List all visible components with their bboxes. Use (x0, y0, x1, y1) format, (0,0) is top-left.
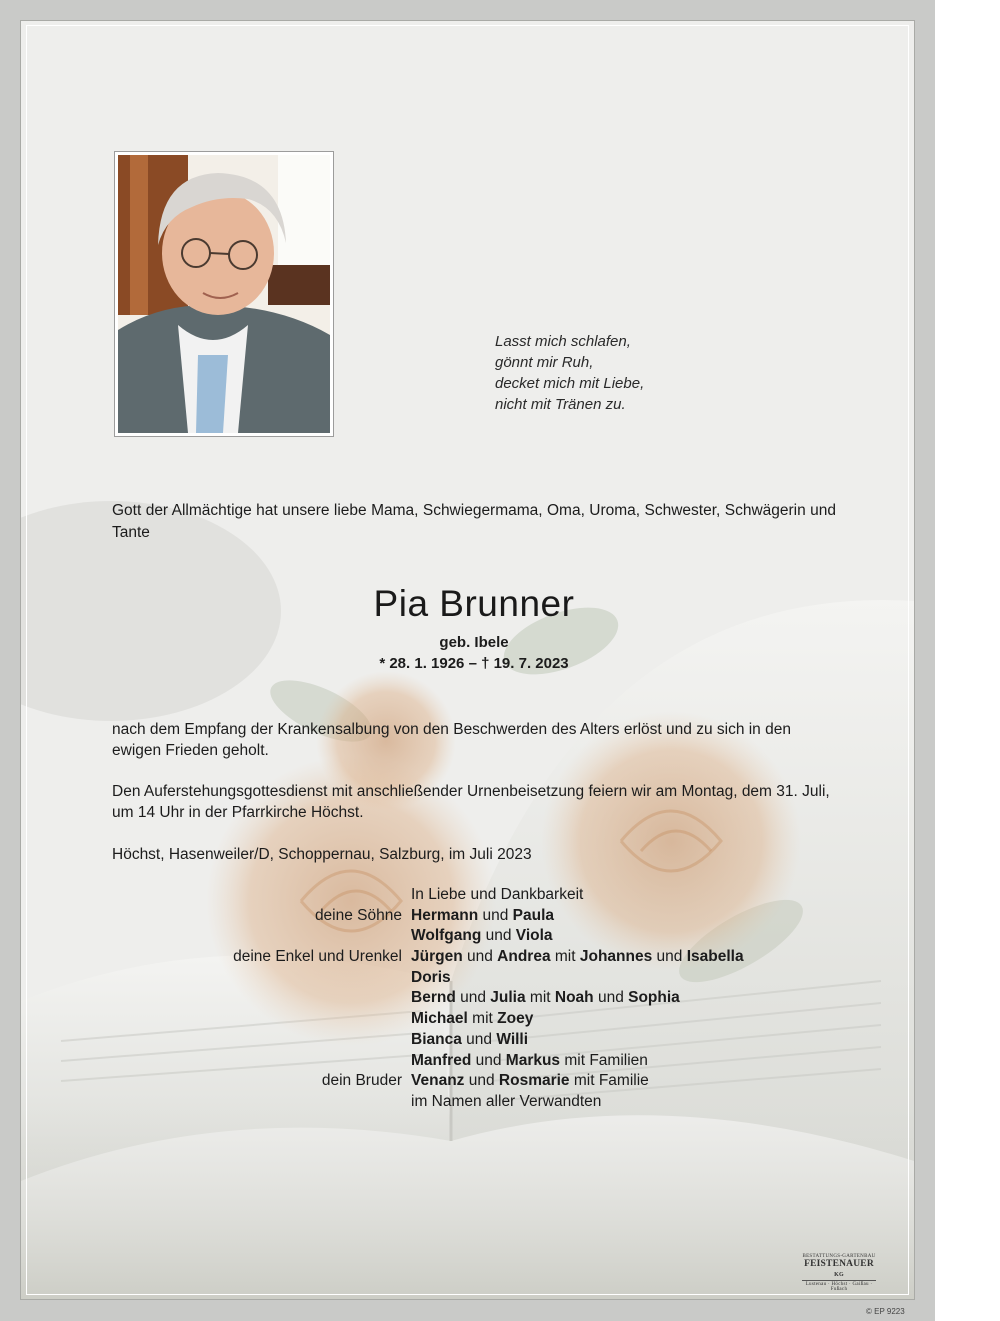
logo-divider (802, 1280, 876, 1281)
mourners-row (21, 885, 914, 906)
mourners-row (21, 1030, 914, 1051)
obituary-sheet (20, 20, 915, 1300)
mourner-names: Bianca und Willi (411, 1030, 529, 1048)
mourner-names: Wolfgang und Viola (411, 927, 553, 945)
relation-label: dein Bruder (321, 1072, 402, 1090)
mourners-row (21, 988, 914, 1009)
intro-text: Gott der Allmächtige hat unsere liebe Mama, Schwiegermama, Oma, Uroma, Schwester, Schwägerin und Tante (112, 502, 836, 541)
portrait-photo-frame (114, 151, 334, 437)
mourner-names: Bernd und Julia mit Noah und Sophia (411, 989, 680, 1007)
poem-line: nicht mit Tränen zu. (495, 396, 626, 413)
mourners-row (21, 906, 914, 927)
place-date-line: Höchst, Hasenweiler/D, Schoppernau, Salzburg, im Juli 2023 (112, 846, 532, 863)
mourners-row (21, 968, 914, 989)
life-dates: * 28. 1. 1926 – † 19. 7. 2023 (379, 655, 569, 672)
mourners-row (21, 1051, 914, 1072)
passing-paragraph: nach dem Empfang der Krankensalbung von den Beschwerden des Alters erlöst und zu sich in den ewigen Frieden geholt. (112, 721, 791, 759)
mourner-names: Venanz und Rosmarie mit Familie (411, 1072, 649, 1090)
logo-tagline: BESTATTUNGS-GARTENBAU (802, 1254, 876, 1259)
mourner-names: Hermann und Paula (411, 906, 555, 924)
poem-line: Lasst mich schlafen, (495, 333, 631, 350)
poem-line: gönnt mir Ruh, (495, 354, 594, 371)
mourners-list (21, 885, 914, 1113)
service-paragraph: Den Auferstehungsgottesdienst mit anschließender Urnenbeisetzung feiern wir am Montag, dem 31. Juli, um 14 Uhr in der Pfarrkirche Höchst. (112, 783, 830, 821)
relation-label: deine Enkel und Urenkel (233, 948, 402, 966)
logo-locations: Lustenau · Höchst · Gaißau · Fußach (805, 1282, 873, 1292)
mourner-names: Manfred und Markus mit Familien (411, 1051, 648, 1069)
mourners-row (21, 1009, 914, 1030)
relation-label: deine Söhne (314, 906, 402, 924)
poem (495, 331, 644, 415)
mourner-names: Jürgen und Andrea mit Johannes und Isabella (411, 948, 744, 966)
mourner-names: im Namen aller Verwandten (411, 1092, 602, 1110)
logo-brand: FEISTENAUER KG (804, 1259, 874, 1278)
mourners-row (21, 926, 914, 947)
poem-line: decket mich mit Liebe, (495, 375, 645, 392)
mourner-names: In Liebe und Dankbarkeit (411, 886, 584, 903)
print-code: © EP 9223 (866, 1307, 905, 1316)
portrait-photo (118, 155, 330, 433)
mourner-names: Doris (411, 968, 451, 986)
deceased-name: Pia Brunner (373, 583, 575, 624)
mourners-row (21, 947, 914, 968)
funeral-home-logo (802, 1254, 876, 1292)
mourner-names: Michael mit Zoey (411, 1010, 534, 1028)
birth-name: geb. Ibele (439, 634, 509, 651)
mourners-row (21, 1071, 914, 1092)
mourners-row (21, 1092, 914, 1113)
